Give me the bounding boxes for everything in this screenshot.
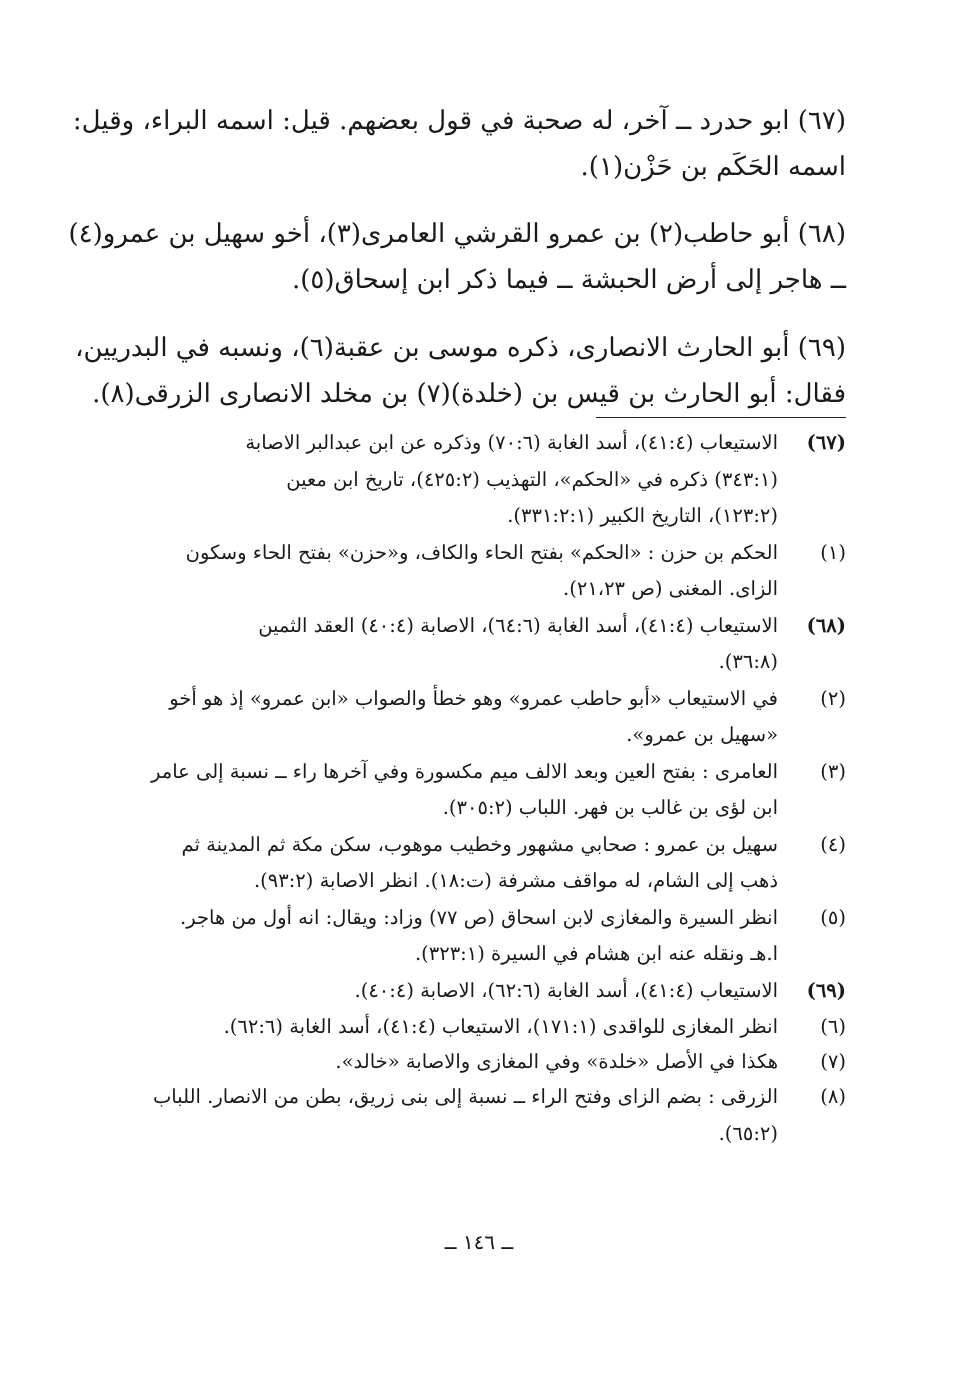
entry-line: (٦٩) أبو الحارث الانصارى، ذكره موسى بن عقبة(٦)، ونسبه في البدريين، <box>75 333 846 363</box>
footnote-text <box>108 1044 778 1079</box>
footnote-number: (٢) <box>820 686 846 710</box>
footnote-line: ا.هـ ونقله عنه ابن هشام في السيرة (٣٢٣:١). <box>414 942 778 965</box>
footnote-line: ابن لؤى بن غالب بن فهر. اللباب (٣٠٥:٢). <box>442 796 778 819</box>
footnote-entry <box>108 900 846 973</box>
footnote-line: (٣٤٣:١) ذكره في «الحكم»، التهذيب (٤٢٥:٢)، تاريخ ابن معين <box>286 467 778 491</box>
footnote-line: الاستيعاب (٤١:٤)، أسد الغابة (٦٢:٦)، الاصابة (٤٠:٤). <box>354 978 778 1002</box>
footnote-entry <box>108 681 846 754</box>
entry-line: ــ هاجر إلى أرض الحبشة ــ فيما ذكر ابن إسحاق(٥). <box>291 265 846 295</box>
footnote-text <box>108 681 778 754</box>
footnote-text <box>108 973 778 1010</box>
footnote-line: الحكم بن حزن : «الحكم» بفتح الحاء والكاف، و«حزن» بفتح الحاء وسكون <box>185 540 778 564</box>
footnote-reference-entry <box>108 425 846 535</box>
footnote-reference-entry <box>108 608 846 681</box>
footnote-line: الزرقى : بضم الزاى وفتح الراء ــ نسبة إلى بنى زريق، بطن من الانصار. اللباب <box>152 1085 778 1108</box>
footnote-line: في الاستيعاب «أبو حاطب عمرو» وهو خطأ والصواب «ابن عمرو» إذ هو أخو <box>169 686 778 710</box>
footnote-line: العامرى : بفتح العين وبعد الالف ميم مكسورة وفي آخرها راء ــ نسبة إلى عامر <box>151 759 778 783</box>
page-number: ــ ١٤٦ ــ <box>444 1230 514 1254</box>
footnote-entry <box>108 827 846 900</box>
footnote-number: (٥) <box>820 905 846 929</box>
entry-line: (٦٧) ابو حدرد ــ آخر، له صحبة في قول بعضهم. قيل: اسمه البراء، وقيل: <box>72 106 846 136</box>
footnote-line: الاستيعاب (٤١:٤)، أسد الغابة (٧٠:٦) وذكره عن ابن عبدالبر الاصابة <box>245 431 778 454</box>
footnote-number: (٨) <box>820 1085 846 1108</box>
footnote-line: الاستيعاب (٤١:٤)، أسد الغابة (٦٤:٦)، الاصابة (٤٠:٤) العقد الثمين <box>258 613 778 637</box>
entry-line: فقال: أبو الحارث بن قيس بن (خلدة)(٧) بن مخلد الانصارى الزرقى(٨). <box>92 379 846 409</box>
footnote-number: (٦٧) <box>806 431 846 454</box>
footnote-text <box>108 425 778 535</box>
footnote-text <box>108 1079 778 1152</box>
footnote-separator-rule <box>596 417 846 418</box>
footnote-line: سهيل بن عمرو : صحابي مشهور وخطيب موهوب، سكن مكة ثم المدينة ثم <box>181 832 778 856</box>
entry-69 <box>75 325 846 417</box>
footnote-line: ذهب إلى الشام، له مواقف مشرفة (ت:١٨). انظر الاصابة (٩٣:٢). <box>253 869 778 892</box>
footnotes-section <box>108 425 846 1152</box>
footnote-entry <box>108 535 846 608</box>
footnote-text <box>108 1009 778 1044</box>
footnote-number: (١) <box>820 540 846 564</box>
footnote-number: (٧) <box>820 1050 846 1073</box>
footnote-number: (٦) <box>820 1015 846 1038</box>
footnote-line: (١٢٣:٢)، التاريخ الكبير (٣٣١:٢:١). <box>507 504 778 527</box>
footnote-text <box>108 754 778 827</box>
entry-67 <box>72 98 846 190</box>
footnote-entry <box>108 1009 846 1044</box>
footnote-text <box>108 900 778 973</box>
footnote-line: «سهيل بن عمرو». <box>626 723 778 746</box>
entry-line: اسمه الحَكَم بن حَزْن(١). <box>580 152 846 182</box>
footnote-entry <box>108 754 846 827</box>
footnote-text <box>108 827 778 900</box>
footnote-line: (٦٥:٢). <box>718 1121 778 1145</box>
footnote-text <box>108 608 778 681</box>
footnote-number: (٣) <box>820 759 846 783</box>
footnote-number: (٦٩) <box>806 978 846 1002</box>
footnote-line: انظر المغازى للواقدى (١٧١:١)، الاستيعاب (٤١:٤)، أسد الغابة (٦٢:٦). <box>223 1015 778 1038</box>
footnote-line: (٣٦:٨). <box>718 650 778 673</box>
entry-68 <box>68 211 846 303</box>
footnote-number: (٤) <box>820 832 846 856</box>
footnote-line: الزاى. المغنى (ص ٢١،٢٣). <box>563 577 778 600</box>
footnote-line: هكذا في الأصل «خلدة» وفي المغازى والاصابة «خالد». <box>335 1050 778 1073</box>
footnote-text <box>108 535 778 608</box>
footnote-reference-entry <box>108 973 846 1010</box>
footnote-number: (٦٨) <box>806 613 846 637</box>
footnote-entry <box>108 1079 846 1152</box>
entry-line: (٦٨) أبو حاطب(٢) بن عمرو القرشي العامرى(٣)، أخو سهيل بن عمرو(٤) <box>68 219 846 249</box>
footnote-line: انظر السيرة والمغازى لابن اسحاق (ص ٧٧) وزاد: ويقال: انه أول من هاجر. <box>180 905 778 929</box>
footnote-entry <box>108 1044 846 1079</box>
